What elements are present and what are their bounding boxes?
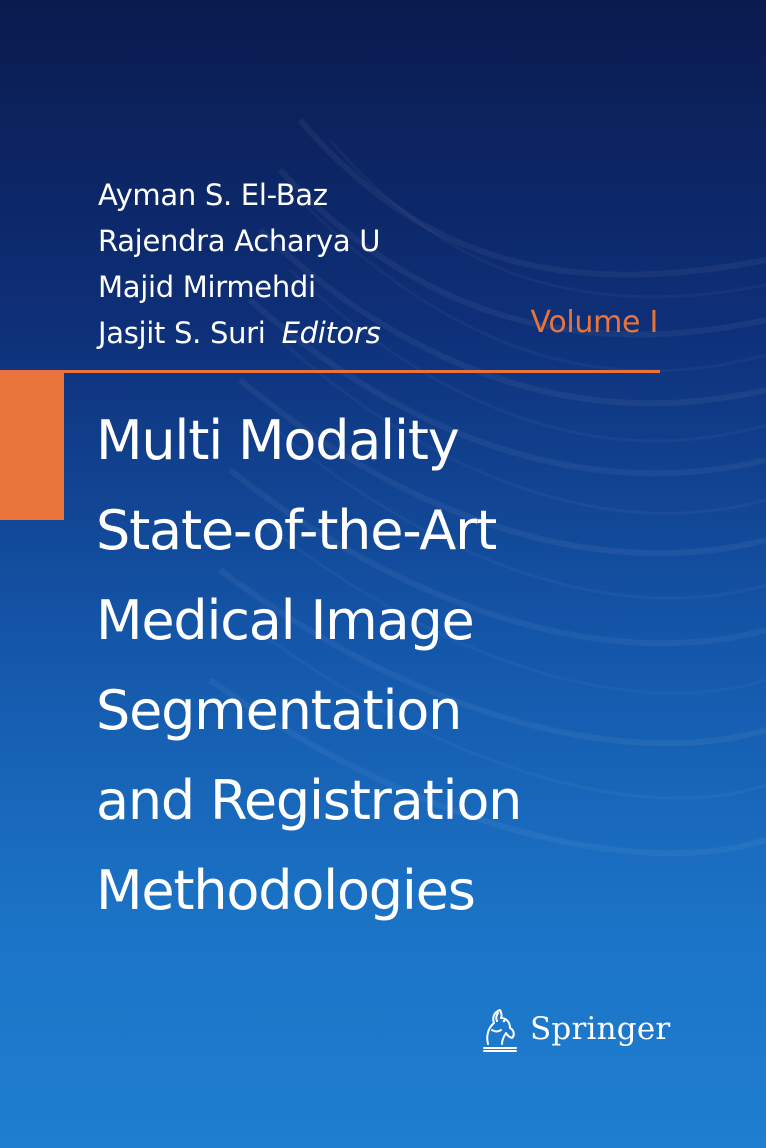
title-line: Segmentation: [96, 679, 462, 742]
editors-block: [98, 172, 380, 356]
publisher-name: Springer: [530, 1011, 671, 1047]
title-line: Medical Image: [96, 589, 474, 652]
editors-role-label: Editors: [281, 316, 381, 350]
editor-last-line: [98, 310, 380, 356]
title-line: Methodologies: [96, 859, 475, 922]
accent-rule: [64, 370, 660, 373]
editor-name: Ayman S. El-Baz: [98, 178, 328, 212]
title-line: Multi Modality: [96, 409, 459, 472]
volume-label: Volume I: [530, 305, 658, 340]
accent-tab: [0, 370, 64, 520]
title-line: State-of-the-Art: [96, 499, 497, 562]
book-title: [96, 396, 736, 936]
title-line: and Registration: [96, 769, 522, 832]
springer-horse-icon: [478, 1004, 522, 1054]
editor-name: Jasjit S. Suri: [98, 316, 266, 350]
publisher-mark: [478, 1004, 670, 1054]
editor-name: Rajendra Acharya U: [98, 224, 381, 258]
editor-name: Majid Mirmehdi: [98, 270, 316, 304]
